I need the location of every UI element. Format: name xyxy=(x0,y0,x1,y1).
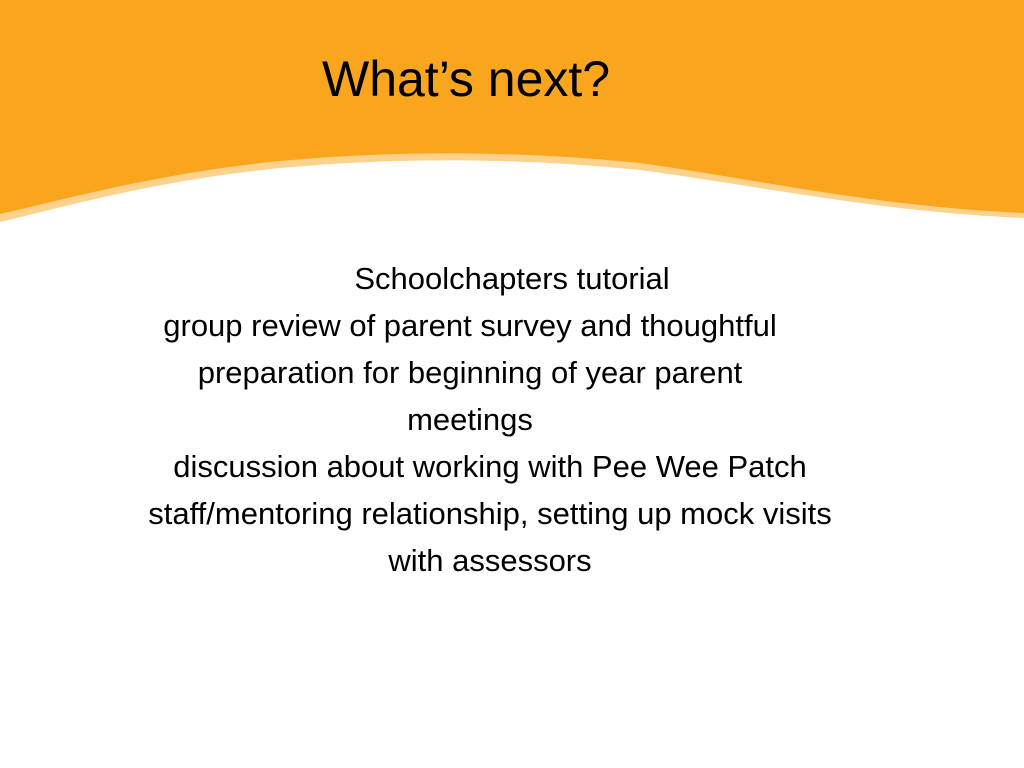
body-item-mentoring: discussion about working with Pee Wee Patch staff/mentoring relationship, setting up mock visits with assessors xyxy=(148,449,832,578)
body-item-tutorial: Schoolchapters tutorial xyxy=(354,261,670,296)
header-wave-band xyxy=(0,0,1024,240)
slide-body xyxy=(140,255,884,584)
slide-title: What’s next? xyxy=(322,51,611,107)
body-item-parent-survey: group review of parent survey and thoughtful preparation for beginning of year parent meetings xyxy=(163,308,777,437)
